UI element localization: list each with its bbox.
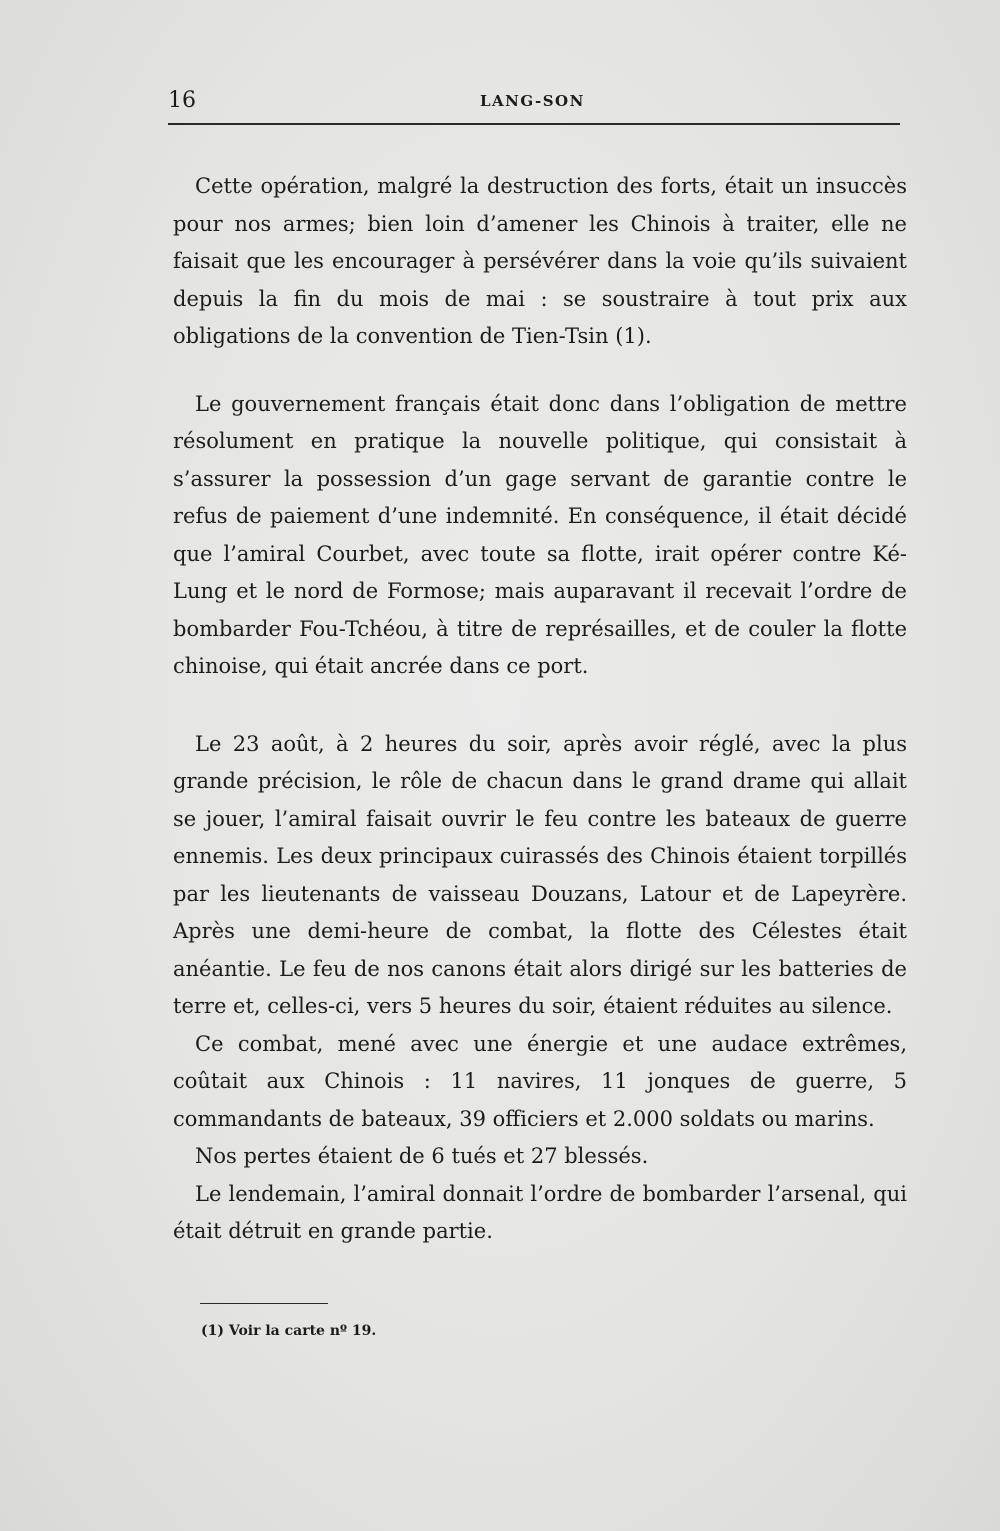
- footnote: (1) Voir la carte nº 19.: [201, 1323, 377, 1339]
- header-rule: [168, 123, 900, 125]
- running-head: LANG-SON: [480, 92, 585, 110]
- paragraph: Nos pertes étaient de 6 tués et 27 blessés.: [195, 1144, 649, 1168]
- paragraph: Le gouvernement français était donc dans l’obligation de mettre résolument en pratique la nouvelle politique, qui consistait à s’assurer la possession d’un gage servant de garantie contre le refus de paiement d’une indemnité. En conséquence, il était décidé que l’amiral Courbet, avec toute sa flotte, irait opérer contre Ké-Lung et le nord de Formose; mais auparavant il recevait l’ordre de bombarder Fou-Tchéou, à titre de représailles, et de couler la flotte chinoise, qui était ancrée dans ce port.: [173, 391, 907, 678]
- paragraph: Cette opération, malgré la destruction des forts, était un insuccès pour nos armes; bien loin d’amener les Chinois à traiter, elle ne faisait que les encourager à persévérer dans la voie qu’ils suivaient depuis la fin du mois de mai : se soustraire à tout prix aux obligations de la convention de Tien-Tsin (1).: [173, 174, 907, 348]
- paragraph: Ce combat, mené avec une énergie et une audace extrêmes, coûtait aux Chinois : 11 navires, 11 jonques de guerre, 5 commandants de bateaux, 39 officiers et 2.000 soldats ou marins.: [173, 1031, 907, 1131]
- footnote-rule: [200, 1303, 328, 1304]
- page-number: 16: [168, 88, 196, 113]
- paragraph: Le 23 août, à 2 heures du soir, après avoir réglé, avec la plus grande précision, le rôle de chacun dans le grand drame qui allait se jouer, l’amiral faisait ouvrir le feu contre les bateaux de guerre ennemis. Les deux principaux cuirassés des Chinois étaient torpillés par les lieutenants de vaisseau Douzans, Latour et de Lapeyrère. Après une demi-heure de combat, la flotte des Célestes était anéantie. Le feu de nos canons était alors dirigé sur les batteries de terre et, celles-ci, vers 5 heures du soir, étaient réduites au silence.: [173, 731, 907, 1018]
- body-text: [173, 168, 907, 1251]
- paragraph: Le lendemain, l’amiral donnait l’ordre de bombarder l’arsenal, qui était détruit en grande partie.: [173, 1181, 907, 1243]
- page-header: [168, 86, 900, 116]
